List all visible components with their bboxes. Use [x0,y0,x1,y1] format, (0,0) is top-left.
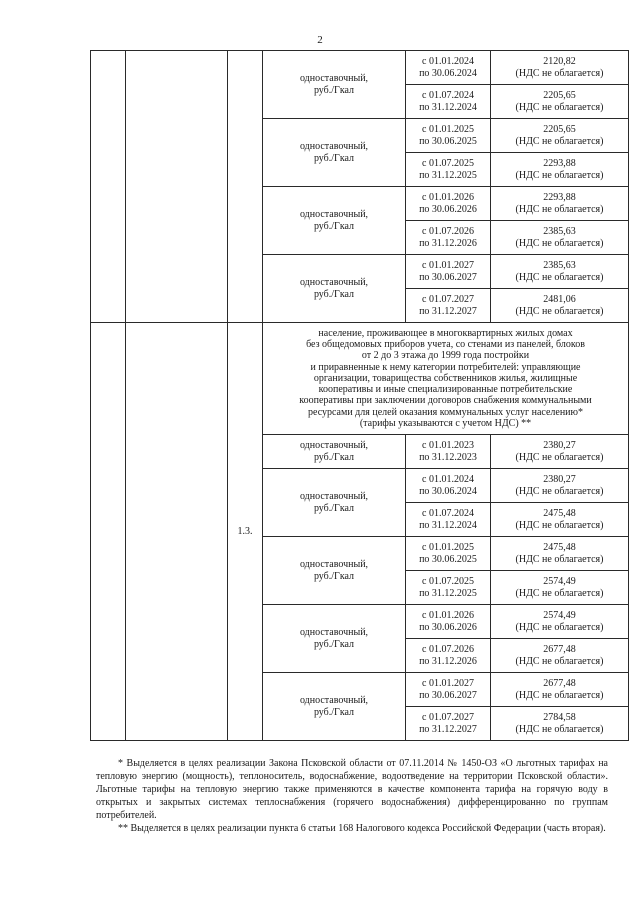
footnotes [96,757,608,835]
period-end: по 30.06.2026 [419,621,477,633]
period-end: по 31.12.2023 [419,451,477,463]
tariff-value-cell [491,469,629,503]
period-end: по 31.12.2026 [419,655,477,667]
period-start: с 01.01.2023 [422,439,474,451]
period-cell [406,51,491,85]
tariff-type-line: одноставочный, [299,140,369,152]
tariff-value-cell [491,503,629,537]
tariff-type-line: одноставочный, [299,276,369,288]
tariff-value: 2574,49 [543,575,576,587]
tariff-unit-line: руб./Гкал [313,706,355,718]
tariff-value-cell [491,289,629,323]
continuation-extra-cell [228,51,263,323]
tariff-value: 2475,48 [543,541,576,553]
period-cell [406,153,491,187]
tariff-value: 2784,58 [543,711,576,723]
tariff-type-line: одноставочный, [299,439,369,451]
period-cell [406,85,491,119]
period-end: по 30.06.2027 [419,271,477,283]
period-cell [406,605,491,639]
period-end: по 31.12.2025 [419,587,477,599]
period-start: с 01.07.2027 [422,293,474,305]
tariff-unit-line: руб./Гкал [313,502,355,514]
tariff-value: 2120,82 [543,55,576,67]
period-cell [406,639,491,673]
tariff-type-cell [263,255,406,323]
tariff-value-cell [491,639,629,673]
period-start: с 01.07.2026 [422,225,474,237]
period-start: с 01.07.2025 [422,575,474,587]
period-start: с 01.07.2025 [422,157,474,169]
vat-note: (НДС не облагается) [515,485,604,497]
tariff-table-body [91,51,629,741]
period-start: с 01.07.2024 [422,89,474,101]
tariff-type-cell [263,51,406,119]
tariff-value-cell [491,537,629,571]
tariff-value-cell [491,51,629,85]
tariff-value: 2481,06 [543,293,576,305]
period-cell [406,255,491,289]
vat-note: (НДС не облагается) [515,553,604,565]
tariff-type-cell [263,435,406,469]
tariff-type-line: одноставочный, [299,490,369,502]
vat-note: (НДС не облагается) [515,621,604,633]
period-end: по 30.06.2024 [419,485,477,497]
description-line: организации, товарищества собственников жилья, жилищные [313,372,578,384]
tariff-value-cell [491,435,629,469]
vat-note: (НДС не облагается) [515,587,604,599]
vat-note: (НДС не облагается) [515,451,604,463]
period-start: с 01.01.2024 [422,473,474,485]
tariff-unit-line: руб./Гкал [313,638,355,650]
description-line: кооперативы при заключении договоров снабжения коммунальными [299,395,592,407]
tariff-value: 2293,88 [543,157,576,169]
tariff-value: 2205,65 [543,89,576,101]
period-end: по 31.12.2026 [419,237,477,249]
tariff-value-cell [491,707,629,741]
vat-note: (НДС не облагается) [515,305,604,317]
description-line: от 2 до 3 этажа до 1999 года постройки [361,350,530,362]
tariff-type-line: одноставочный, [299,558,369,570]
period-cell [406,435,491,469]
vat-note: (НДС не облагается) [515,519,604,531]
tariff-value-cell [491,221,629,255]
description-line: кооперативы и иные специализированные потребительские [318,384,573,396]
period-cell [406,221,491,255]
section-consumer-cell [126,323,228,741]
period-cell [406,119,491,153]
tariff-value-cell [491,153,629,187]
period-cell [406,469,491,503]
tariff-value: 2677,48 [543,677,576,689]
tariff-unit-line: руб./Гкал [313,220,355,232]
tariff-value: 2677,48 [543,643,576,655]
period-end: по 30.06.2025 [419,135,477,147]
tariff-value-cell [491,85,629,119]
tariff-value: 2574,49 [543,609,576,621]
page-number: 2 [317,34,323,46]
period-start: с 01.01.2025 [422,541,474,553]
tariff-type-line: одноставочный, [299,626,369,638]
tariff-type-line: одноставочный, [299,208,369,220]
tariff-value-cell [491,187,629,221]
period-start: с 01.01.2027 [422,677,474,689]
period-start: с 01.01.2025 [422,123,474,135]
period-end: по 30.06.2024 [419,67,477,79]
vat-note: (НДС не облагается) [515,135,604,147]
vat-note: (НДС не облагается) [515,271,604,283]
tariff-value: 2475,48 [543,507,576,519]
tariff-type-line: одноставочный, [299,72,369,84]
tariff-type-cell [263,673,406,741]
period-end: по 31.12.2027 [419,305,477,317]
tariff-type-cell [263,605,406,673]
period-start: с 01.07.2026 [422,643,474,655]
vat-note: (НДС не облагается) [515,67,604,79]
section-1-3-description [263,323,629,435]
footnote-single-asterisk: * Выделяется в целях реализации Закона Псковской области от 07.11.2014 № 1450-ОЗ «О льготных тарифах на тепловую энергию (мощность), теплоноситель, водоснабжение, водоотведение на территории Псковской области». Льготные тарифы на тепловую энергию также применяются в качестве компонента тарифа на горячую воду в открытых и закрытых системах теплоснабжения (горячего водоснабжения) дифференцированно по группам потребителей. [96,758,608,821]
vat-note: (НДС не облагается) [515,101,604,113]
vat-note: (НДС не облагается) [515,237,604,249]
vat-note: (НДС не облагается) [515,689,604,701]
tariff-value-cell [491,119,629,153]
period-start: с 01.07.2027 [422,711,474,723]
tariff-unit-line: руб./Гкал [313,451,355,463]
continuation-number-cell [91,51,126,323]
period-cell [406,187,491,221]
section-number-cell [91,323,126,741]
tariff-type-cell [263,187,406,255]
period-cell [406,673,491,707]
tariff-value: 2385,63 [543,259,576,271]
period-start: с 01.01.2026 [422,191,474,203]
description-line: и приравненные к нему категории потребителей: управляющие [310,361,581,373]
tariff-value-cell [491,673,629,707]
tariff-unit-line: руб./Гкал [313,570,355,582]
period-cell [406,537,491,571]
vat-note: (НДС не облагается) [515,723,604,735]
tariff-type-cell [263,537,406,605]
description-line: без общедомовых приборов учета, со стенами из панелей, блоков [306,338,585,350]
description-line: (тарифы указываются с учетом НДС) ** [359,418,532,430]
description-line: ресурсами для целей оказания коммунальных услуг населению* [308,406,583,418]
tariff-table [90,50,629,741]
tariff-type-cell [263,469,406,537]
period-cell [406,571,491,605]
vat-note: (НДС не облагается) [515,655,604,667]
vat-note: (НДС не облагается) [515,203,604,215]
period-cell [406,707,491,741]
period-cell [406,503,491,537]
period-end: по 30.06.2026 [419,203,477,215]
tariff-value: 2380,27 [543,473,576,485]
tariff-value: 2205,65 [543,123,576,135]
period-start: с 01.01.2026 [422,609,474,621]
period-end: по 31.12.2027 [419,723,477,735]
tariff-unit-line: руб./Гкал [313,152,355,164]
period-cell [406,289,491,323]
tariff-value: 2293,88 [543,191,576,203]
period-end: по 31.12.2025 [419,169,477,181]
description-line: население, проживающее в многоквартирных жилых домах [318,327,573,339]
footnote-double-asterisk: ** Выделяется в целях реализации пункта 6 статьи 168 Налогового кодекса Российской Федерации (часть вторая). [118,823,606,834]
period-start: с 01.01.2027 [422,259,474,271]
period-end: по 30.06.2027 [419,689,477,701]
tariff-value-cell [491,255,629,289]
tariff-value-cell [491,571,629,605]
period-start: с 01.01.2024 [422,55,474,67]
tariff-unit-line: руб./Гкал [313,84,355,96]
tariff-value-cell [491,605,629,639]
tariff-unit-line: руб./Гкал [313,288,355,300]
period-end: по 30.06.2025 [419,553,477,565]
section-1-3-number: 1.3. [228,323,263,741]
period-start: с 01.07.2024 [422,507,474,519]
vat-note: (НДС не облагается) [515,169,604,181]
period-end: по 31.12.2024 [419,519,477,531]
continuation-consumer-cell [126,51,228,323]
tariff-type-cell [263,119,406,187]
tariff-value: 2385,63 [543,225,576,237]
tariff-value: 2380,27 [543,439,576,451]
period-end: по 31.12.2024 [419,101,477,113]
tariff-type-line: одноставочный, [299,694,369,706]
